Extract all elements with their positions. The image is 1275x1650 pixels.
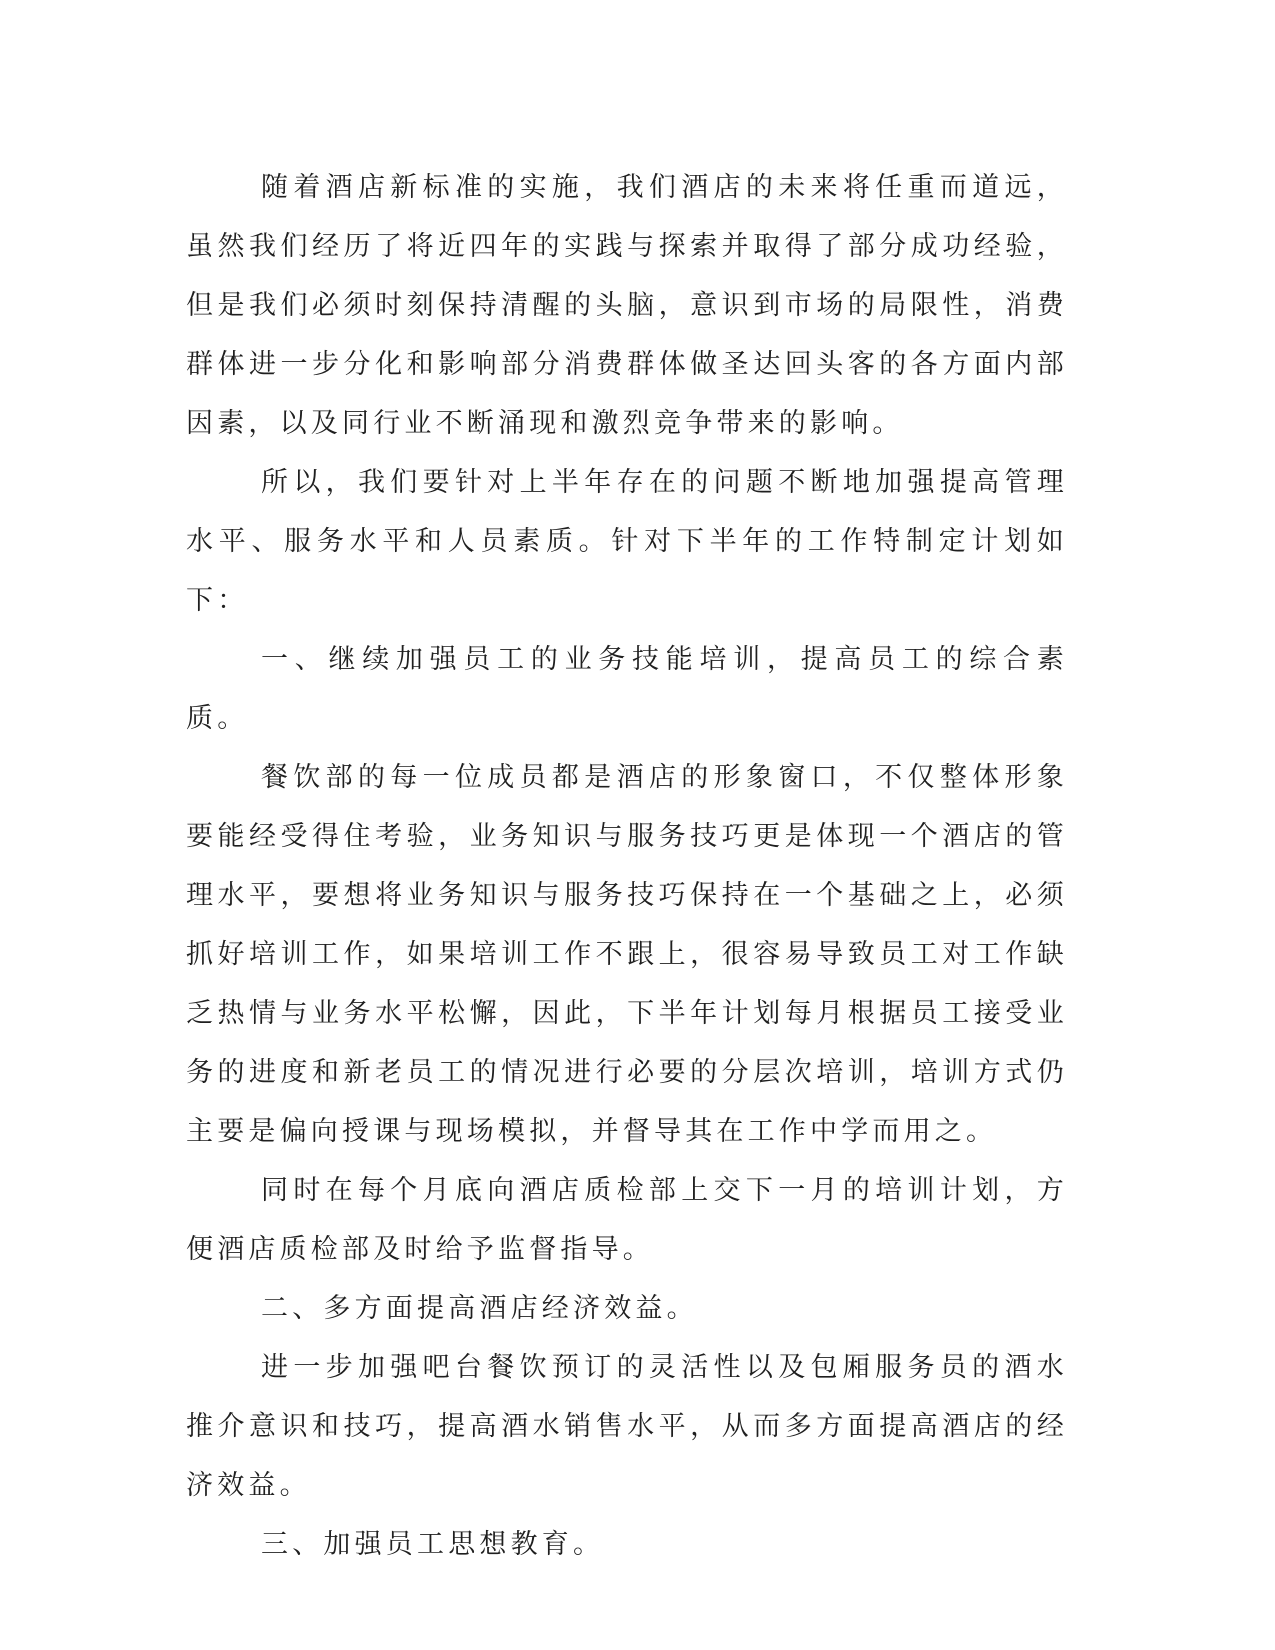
section-heading-economic-benefit: 二、多方面提高酒店经济效益。 (261, 1293, 698, 1324)
document-body (186, 158, 1068, 1574)
section-heading-training: 一、继续加强员工的业务技能培训，提高员工的综合素质。 (186, 644, 1068, 734)
paragraph-training-plan: 同时在每个月底向酒店质检部上交下一月的培训计划，方便酒店质检部及时给予监督指导。 (186, 1175, 1068, 1265)
paragraph-training: 餐饮部的每一位成员都是酒店的形象窗口，不仅整体形象要能经受得住考验，业务知识与服务技巧更是体现一个酒店的管理水平，要想将业务知识与服务技巧保持在一个基础之上，必须抓好培训工作，如果培训工作不跟上，很容易导致员工对工作缺乏热情与业务水平松懈，因此，下半年计划每月根据员工接受业务的进度和新老员工的情况进行必要的分层次培训，培训方式仍主要是偏向授课与现场模拟，并督导其在工作中学而用之。 (186, 762, 1068, 1147)
paragraph-economic-benefit: 进一步加强吧台餐饮预订的灵活性以及包厢服务员的酒水推介意识和技巧，提高酒水销售水平，从而多方面提高酒店的经济效益。 (186, 1352, 1068, 1501)
section-heading-education: 三、加强员工思想教育。 (261, 1529, 605, 1560)
paragraph-plan-intro: 所以，我们要针对上半年存在的问题不断地加强提高管理水平、服务水平和人员素质。针对下半年的工作特制定计划如下： (186, 467, 1068, 616)
paragraph-intro: 随着酒店新标准的实施，我们酒店的未来将任重而道远，虽然我们经历了将近四年的实践与探索并取得了部分成功经验，但是我们必须时刻保持清醒的头脑，意识到市场的局限性，消费群体进一步分化和影响部分消费群体做圣达回头客的各方面内部因素，以及同行业不断涌现和激烈竞争带来的影响。 (186, 172, 1068, 439)
